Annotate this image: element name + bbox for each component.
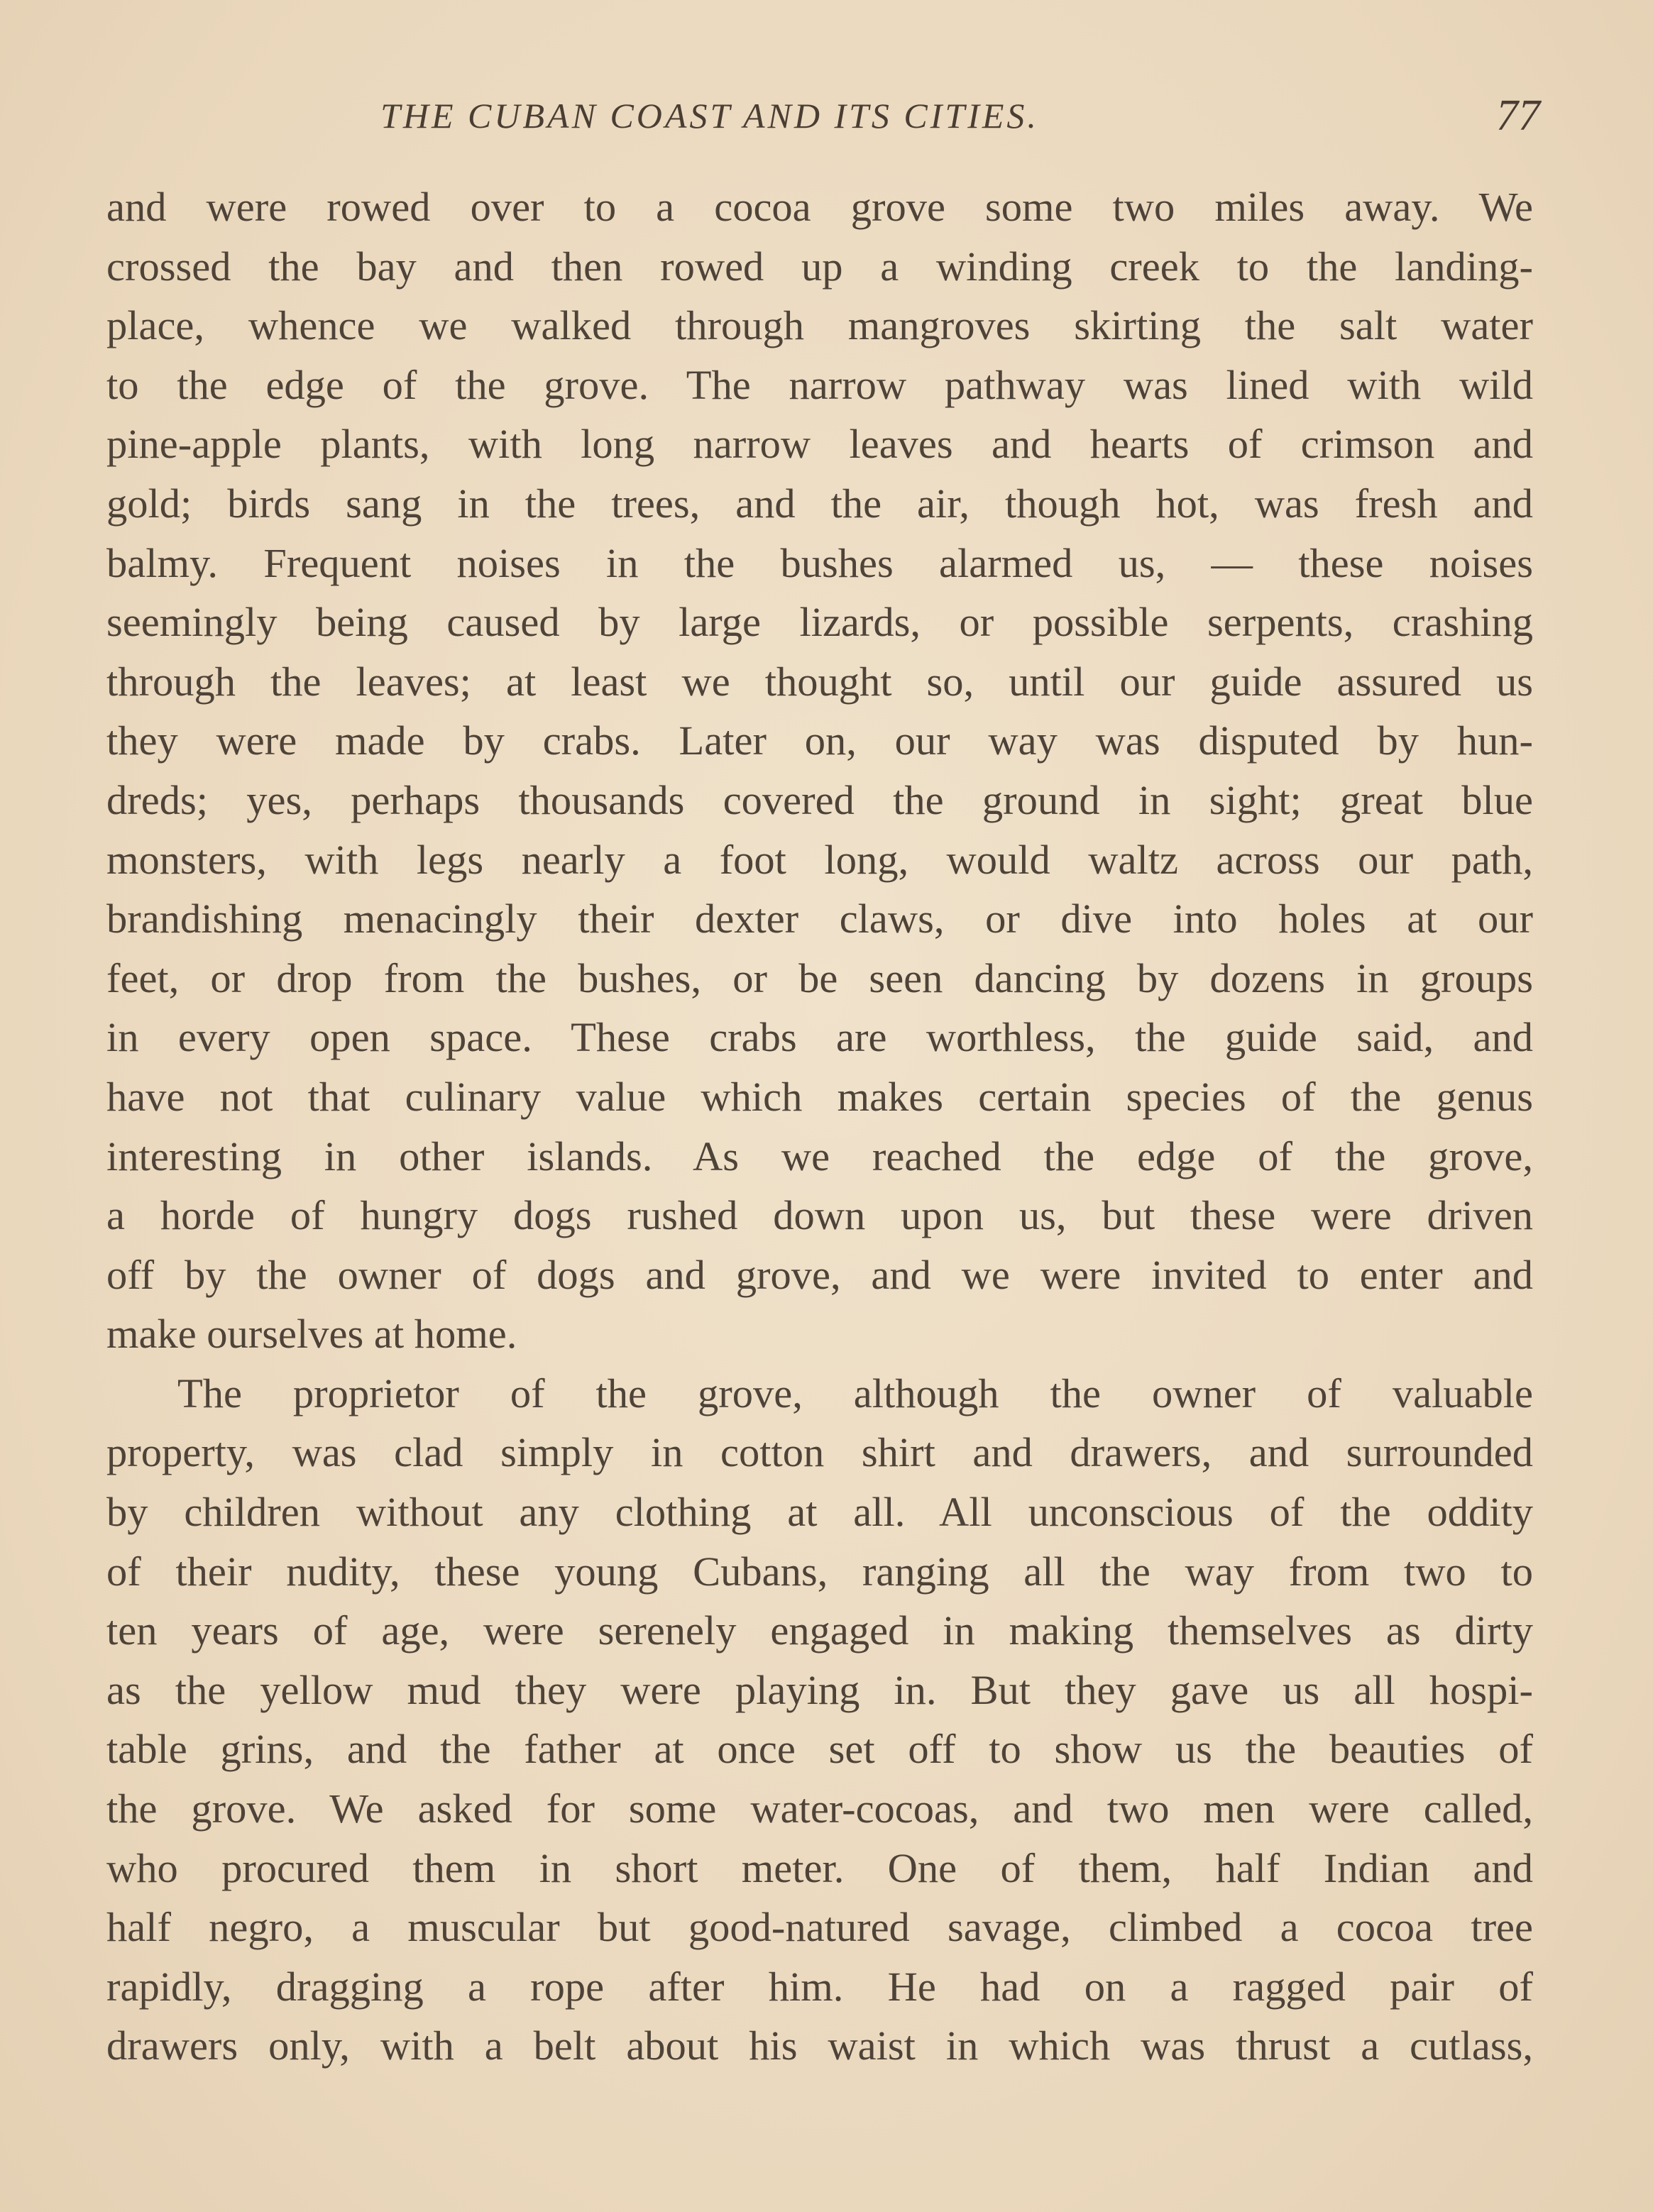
text-line: monsters, with legs nearly a foot long, would waltz across our path,	[106, 836, 1533, 883]
text-line: a horde of hungry dogs rushed down upon us, but these were driven	[106, 1192, 1533, 1239]
text-line: half negro, a muscular but good-natured savage, climbed a cocoa tree	[106, 1904, 1533, 1951]
text-line: make ourselves at home.	[106, 1311, 517, 1358]
text-line: ten years of age, were serenely engaged in making themselves as dirty	[106, 1607, 1533, 1654]
text-line: as the yellow mud they were playing in. But they gave us all hospi-	[106, 1666, 1533, 1713]
text-line: have not that culinary value which makes certain species of the genus	[106, 1073, 1533, 1120]
text-line: property, was clad simply in cotton shirt and drawers, and surrounded	[106, 1429, 1533, 1476]
paragraph-1	[106, 177, 1533, 1364]
text-line: pine-apple plants, with long narrow leaves and hearts of crimson and	[106, 421, 1533, 468]
text-line: brandishing menacingly their dexter claws, or dive into holes at our	[106, 896, 1533, 942]
text-line: dreds; yes, perhaps thousands covered the ground in sight; great blue	[106, 776, 1533, 823]
running-title: THE CUBAN COAST AND ITS CITIES.	[380, 96, 1039, 136]
text-line: they were made by crabs. Later on, our way was disputed by hun-	[106, 717, 1533, 764]
text-line: the grove. We asked for some water-cocoas, and two men were called,	[106, 1785, 1533, 1832]
body-text	[106, 177, 1533, 2076]
text-line: crossed the bay and then rowed up a winding creek to the landing-	[106, 243, 1533, 290]
text-line: The proprietor of the grove, although the owner of valuable	[177, 1370, 1533, 1416]
text-line: drawers only, with a belt about his waist in which was thrust a cutlass,	[106, 2023, 1533, 2069]
paragraph-2	[106, 1364, 1533, 2076]
text-line: and were rowed over to a cocoa grove some two miles away. We	[106, 184, 1533, 230]
text-line: feet, or drop from the bushes, or be seen dancing by dozens in groups	[106, 954, 1533, 1001]
text-line: through the leaves; at least we thought so, until our guide assured us	[106, 658, 1533, 705]
text-line: off by the owner of dogs and grove, and we were invited to enter and	[106, 1251, 1533, 1298]
text-line: by children without any clothing at all. All unconscious of the oddity	[106, 1489, 1533, 1536]
text-line: rapidly, dragging a rope after him. He had on a ragged pair of	[106, 1963, 1533, 2010]
text-line: balmy. Frequent noises in the bushes alarmed us, — these noises	[106, 539, 1533, 586]
text-line: place, whence we walked through mangroves skirting the salt water	[106, 302, 1533, 349]
text-line: seemingly being caused by large lizards, or possible serpents, crashing	[106, 599, 1533, 646]
text-line: who procured them in short meter. One of them, half Indian and	[106, 1844, 1533, 1891]
running-head	[106, 91, 1540, 148]
text-line: of their nudity, these young Cubans, ranging all the way from two to	[106, 1548, 1533, 1595]
text-line: interesting in other islands. As we reached the edge of the grove,	[106, 1133, 1533, 1179]
text-line: table grins, and the father at once set off to show us the beauties of	[106, 1726, 1533, 1773]
text-line: to the edge of the grove. The narrow pathway was lined with wild	[106, 361, 1533, 408]
text-line: gold; birds sang in the trees, and the air, though hot, was fresh and	[106, 480, 1533, 527]
page-number: 77	[1496, 92, 1540, 140]
text-line: in every open space. These crabs are worthless, the guide said, and	[106, 1014, 1533, 1061]
